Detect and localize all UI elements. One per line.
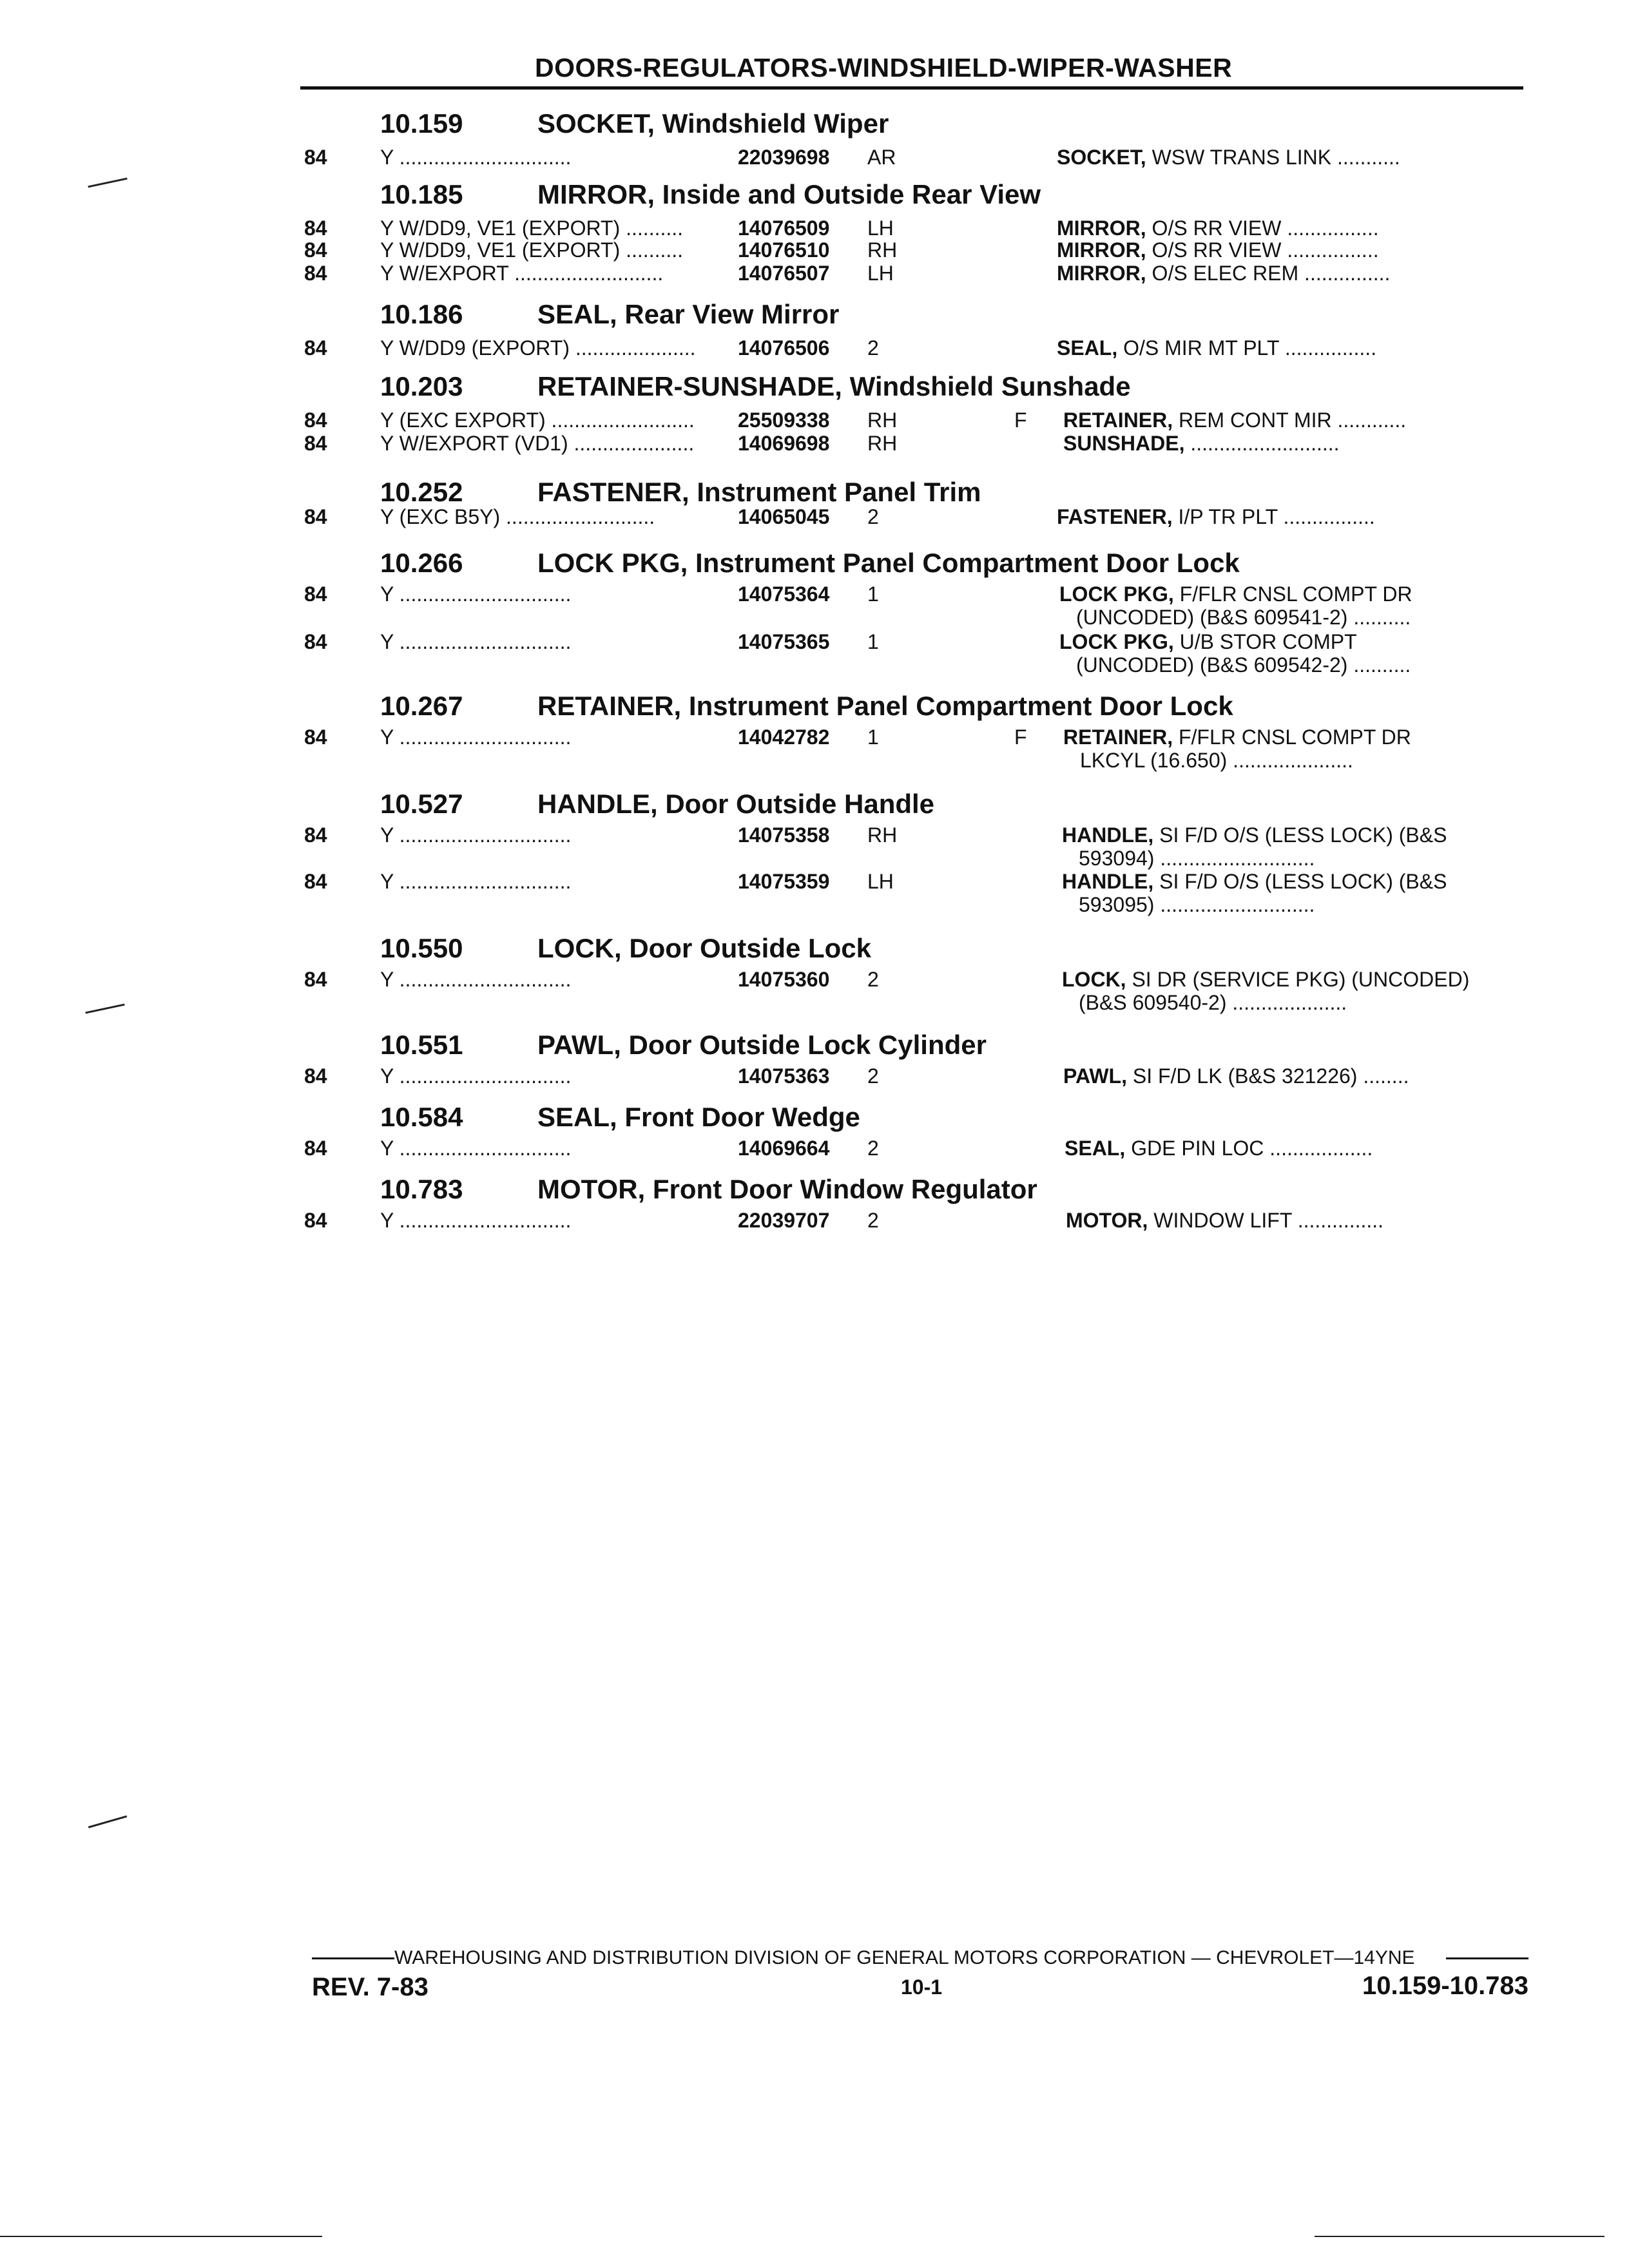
group-heading [380, 1030, 987, 1061]
usage-code: Y .............................. [380, 870, 572, 893]
description-keyword: MIRROR, [1057, 238, 1146, 262]
quantity: 2 [867, 505, 879, 528]
description-keyword: LOCK PKG, [1059, 582, 1174, 606]
model-year: 84 [304, 408, 327, 432]
description-text: I/P TR PLT ................ [1172, 505, 1375, 528]
scan-mark [85, 1004, 124, 1014]
description-text: O/S RR VIEW ................ [1146, 216, 1379, 240]
part-description [1063, 726, 1527, 749]
description-text: SI F/D O/S (LESS LOCK) (B&S [1153, 870, 1447, 893]
description-text: F/FLR CNSL COMPT DR [1173, 726, 1411, 749]
description-text: O/S MIR MT PLT ................ [1117, 336, 1377, 360]
part-number: 14075365 [738, 630, 830, 653]
part-description-continued: (UNCODED) (B&S 609541-2) .......... [1076, 606, 1411, 629]
description-text: SI F/D LK (B&S 321226) ........ [1126, 1064, 1409, 1088]
model-year: 84 [304, 726, 327, 749]
description-keyword: RETAINER, [1063, 408, 1173, 432]
scan-edge-line [1315, 2236, 1605, 2237]
part-number: 14042782 [738, 726, 830, 749]
part-description [1059, 630, 1523, 654]
description-keyword: FASTENER, [1057, 505, 1173, 528]
group-title: MIRROR, Inside and Outside Rear View [537, 179, 1041, 209]
part-number: 14075358 [738, 823, 830, 847]
quantity: 2 [867, 1209, 879, 1232]
group-title: LOCK, Door Outside Lock [537, 933, 872, 963]
quantity: AR [867, 146, 896, 169]
usage-code: Y .............................. [380, 1209, 572, 1232]
usage-code: Y .............................. [380, 823, 572, 847]
model-year: 84 [304, 1137, 327, 1160]
group-title: SEAL, Front Door Wedge [537, 1102, 860, 1132]
flag-code: F [1014, 726, 1027, 749]
description-text: F/FLR CNSL COMPT DR [1173, 582, 1412, 606]
quantity: RH [867, 823, 898, 847]
group-number: 10.159 [380, 108, 463, 139]
quantity: RH [867, 238, 898, 262]
part-number: 14076509 [738, 216, 830, 240]
quantity: LH [867, 870, 894, 893]
footer-rule-left [312, 1957, 394, 1959]
usage-code: Y .............................. [380, 1137, 572, 1160]
part-description [1063, 432, 1527, 456]
group-number: 10.584 [380, 1102, 463, 1132]
quantity: LH [867, 262, 894, 285]
group-title: SEAL, Rear View Mirror [537, 299, 840, 329]
usage-code: Y W/EXPORT .......................... [380, 262, 664, 285]
usage-code: Y .............................. [380, 1064, 572, 1088]
model-year: 84 [304, 582, 327, 606]
quantity: RH [867, 408, 898, 432]
group-heading [380, 789, 934, 820]
part-description [1062, 968, 1526, 992]
description-text: WINDOW LIFT ............... [1148, 1209, 1384, 1232]
part-description [1057, 238, 1521, 262]
part-number: 14075364 [738, 582, 830, 606]
model-year: 84 [304, 432, 327, 455]
title-rule [300, 86, 1523, 90]
part-number: 22039707 [738, 1209, 830, 1232]
part-description [1065, 1137, 1528, 1160]
group-title: PAWL, Door Outside Lock Cylinder [537, 1030, 987, 1060]
usage-code: Y W/EXPORT (VD1) ..................... [380, 432, 695, 455]
quantity: 2 [867, 968, 879, 991]
usage-code: Y .............................. [380, 968, 572, 991]
part-number: 14076506 [738, 336, 830, 360]
footer-section-range: 10.159-10.783 [1362, 1972, 1528, 2000]
part-number: 14075363 [738, 1064, 830, 1088]
model-year: 84 [304, 146, 327, 169]
usage-code: Y W/DD9 (EXPORT) ..................... [380, 336, 696, 360]
scan-mark [88, 1816, 127, 1829]
description-keyword: MIRROR, [1057, 216, 1146, 240]
group-number: 10.550 [380, 933, 463, 963]
description-keyword: MOTOR, [1066, 1209, 1148, 1232]
usage-code: Y (EXC B5Y) .......................... [380, 505, 655, 528]
part-description-continued: (B&S 609540-2) .................... [1079, 991, 1347, 1014]
part-description [1062, 823, 1526, 847]
page-title: DOORS-REGULATORS-WINDSHIELD-WIPER-WASHER [535, 53, 1233, 82]
usage-code: Y .............................. [380, 726, 572, 749]
part-description [1057, 262, 1521, 285]
description-keyword: SUNSHADE, [1063, 432, 1185, 455]
group-number: 10.527 [380, 789, 463, 819]
description-keyword: RETAINER, [1063, 726, 1173, 749]
description-keyword: PAWL, [1063, 1064, 1127, 1088]
group-heading [380, 691, 1233, 722]
part-description [1057, 336, 1521, 360]
group-heading [380, 371, 1131, 402]
quantity: 1 [867, 582, 879, 606]
usage-code: Y .............................. [380, 146, 572, 169]
group-number: 10.203 [380, 371, 463, 401]
quantity: LH [867, 216, 894, 240]
description-text: SI F/D O/S (LESS LOCK) (B&S [1153, 823, 1447, 847]
scan-edge-line [0, 2236, 322, 2237]
scan-mark [88, 178, 127, 188]
quantity: 2 [867, 1064, 879, 1088]
group-heading [380, 548, 1240, 579]
quantity: 1 [867, 630, 879, 653]
footer-division-text: WAREHOUSING AND DISTRIBUTION DIVISION OF GENERAL MOTORS CORPORATION — CHEVROLET—14YNE [394, 1947, 1415, 1968]
description-keyword: LOCK PKG, [1059, 630, 1174, 653]
group-title: FASTENER, Instrument Panel Trim [537, 477, 981, 507]
description-text: SI DR (SERVICE PKG) (UNCODED) [1126, 968, 1470, 991]
model-year: 84 [304, 630, 327, 653]
usage-code: Y .............................. [380, 582, 572, 606]
model-year: 84 [304, 336, 327, 360]
part-description [1063, 1064, 1527, 1088]
part-number: 14075360 [738, 968, 830, 991]
group-title: MOTOR, Front Door Window Regulator [537, 1174, 1037, 1204]
part-number: 14069698 [738, 432, 830, 455]
usage-code: Y W/DD9, VE1 (EXPORT) .......... [380, 216, 684, 240]
description-text: O/S RR VIEW ................ [1146, 238, 1379, 262]
group-heading [380, 1102, 860, 1133]
part-number: 25509338 [738, 408, 830, 432]
part-description [1063, 408, 1527, 432]
usage-code: Y (EXC EXPORT) ......................... [380, 408, 695, 432]
group-number: 10.185 [380, 179, 463, 209]
description-text: WSW TRANS LINK ........... [1146, 146, 1400, 169]
group-number: 10.252 [380, 477, 463, 507]
part-description [1057, 505, 1521, 529]
part-description [1057, 216, 1521, 240]
model-year: 84 [304, 1064, 327, 1088]
group-heading [380, 299, 839, 330]
group-title: SOCKET, Windshield Wiper [537, 108, 889, 139]
description-text: REM CONT MIR ............ [1173, 408, 1407, 432]
part-number: 14069664 [738, 1137, 830, 1160]
description-text: .......................... [1184, 432, 1340, 455]
model-year: 84 [304, 1209, 327, 1232]
group-heading [380, 933, 871, 964]
part-number: 14076507 [738, 262, 830, 285]
quantity: 1 [867, 726, 879, 749]
group-number: 10.551 [380, 1030, 463, 1060]
model-year: 84 [304, 238, 327, 262]
part-description [1062, 870, 1526, 894]
description-keyword: SEAL, [1057, 336, 1118, 360]
group-heading [380, 477, 981, 508]
quantity: 2 [867, 1137, 879, 1160]
flag-code: F [1014, 408, 1027, 432]
part-number: 14065045 [738, 505, 830, 528]
part-description-continued: (UNCODED) (B&S 609542-2) .......... [1076, 653, 1411, 677]
group-number: 10.783 [380, 1174, 463, 1204]
model-year: 84 [304, 968, 327, 991]
quantity: RH [867, 432, 898, 455]
group-title: HANDLE, Door Outside Handle [537, 789, 935, 819]
description-keyword: LOCK, [1062, 968, 1126, 991]
part-description [1057, 146, 1521, 169]
model-year: 84 [304, 216, 327, 240]
part-description [1066, 1209, 1530, 1233]
part-description-continued: LKCYL (16.650) ..................... [1080, 749, 1353, 772]
group-number: 10.266 [380, 548, 463, 578]
description-text: GDE PIN LOC .................. [1125, 1137, 1373, 1160]
model-year: 84 [304, 870, 327, 893]
description-keyword: SEAL, [1065, 1137, 1126, 1160]
usage-code: Y W/DD9, VE1 (EXPORT) .......... [380, 238, 684, 262]
part-description-continued: 593095) ........................... [1079, 893, 1315, 916]
description-keyword: MIRROR, [1057, 262, 1146, 285]
description-text: U/B STOR COMPT [1173, 630, 1357, 653]
group-number: 10.186 [380, 299, 463, 329]
description-text: O/S ELEC REM ............... [1146, 262, 1391, 285]
group-heading [380, 108, 889, 139]
group-heading [380, 1174, 1037, 1205]
group-title: RETAINER, Instrument Panel Compartment Door Lock [537, 691, 1233, 721]
group-title: RETAINER-SUNSHADE, Windshield Sunshade [537, 371, 1131, 401]
part-description-continued: 593094) ........................... [1079, 847, 1315, 870]
footer-revision: REV. 7-83 [312, 1973, 429, 2001]
model-year: 84 [304, 823, 327, 847]
footer-rule-right [1446, 1957, 1528, 1959]
part-description [1059, 582, 1523, 606]
model-year: 84 [304, 505, 327, 528]
part-number: 22039698 [738, 146, 830, 169]
description-keyword: SOCKET, [1057, 146, 1146, 169]
group-number: 10.267 [380, 691, 463, 721]
usage-code: Y .............................. [380, 630, 572, 653]
model-year: 84 [304, 262, 327, 285]
group-title: LOCK PKG, Instrument Panel Compartment Door Lock [537, 548, 1240, 578]
part-number: 14076510 [738, 238, 830, 262]
quantity: 2 [867, 336, 879, 360]
description-keyword: HANDLE, [1062, 870, 1154, 893]
group-heading [380, 179, 1041, 210]
description-keyword: HANDLE, [1062, 823, 1154, 847]
part-number: 14075359 [738, 870, 830, 893]
footer-page-number: 10-1 [901, 1975, 943, 1999]
